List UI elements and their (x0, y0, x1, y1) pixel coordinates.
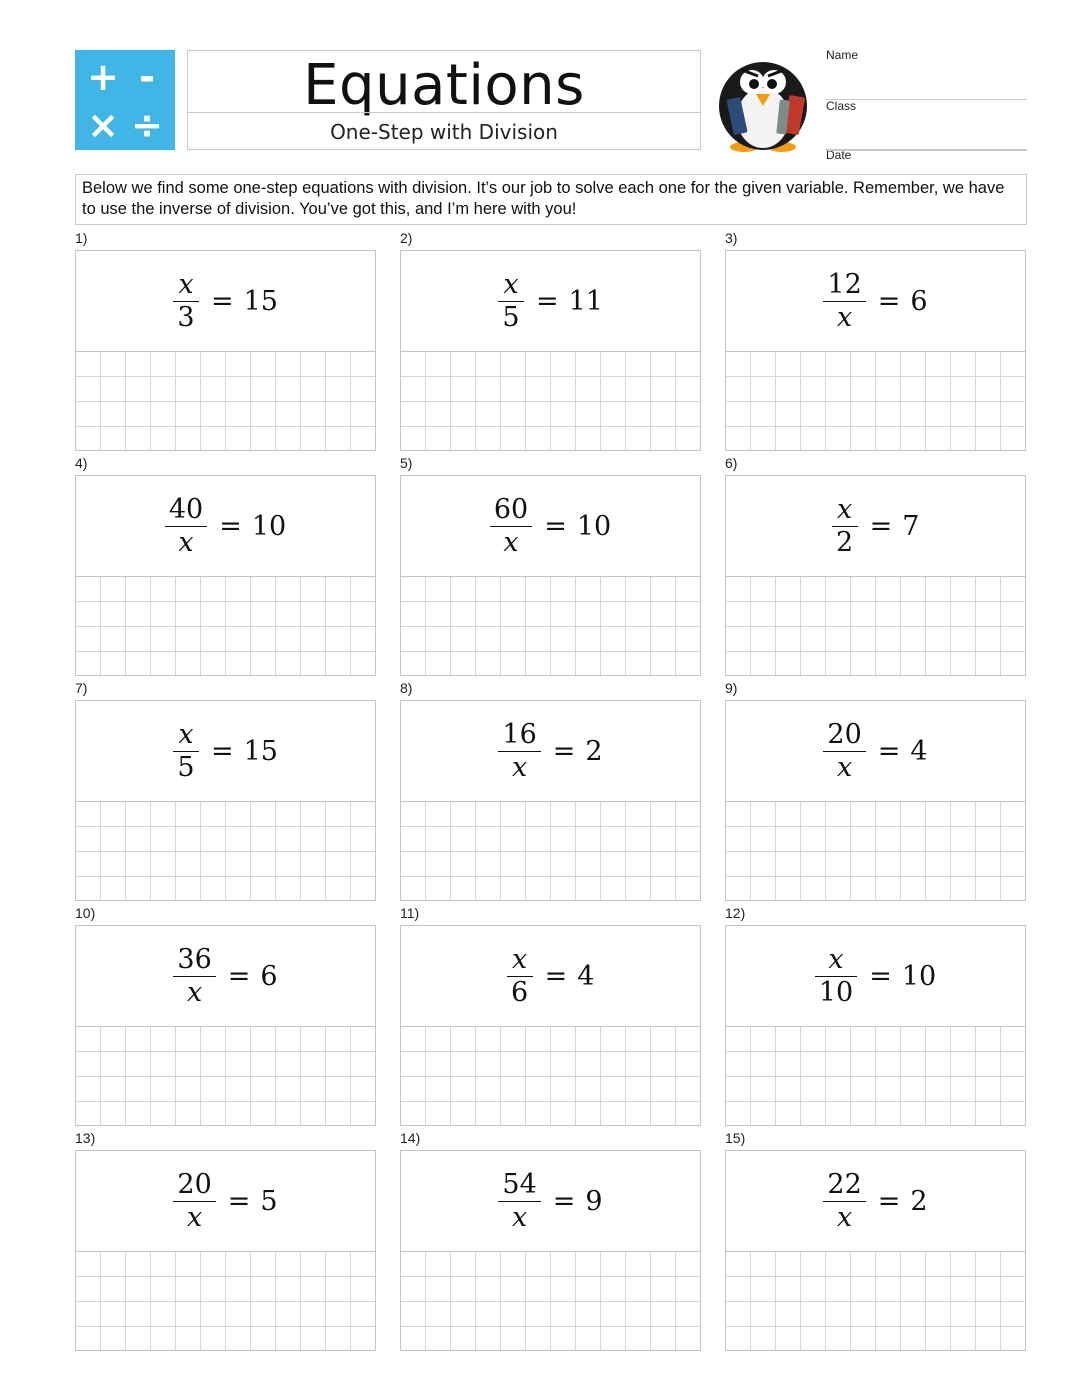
equation-area (76, 926, 375, 1026)
fraction (173, 944, 215, 1009)
denominator: x (186, 976, 203, 1008)
minus-icon: - (139, 55, 155, 99)
denominator: x (511, 751, 528, 783)
problem-card (75, 905, 376, 1126)
problem-number: 3) (725, 230, 738, 246)
equals-sign: = (544, 510, 567, 542)
title-box (187, 50, 701, 150)
equation (823, 719, 927, 784)
problem-number: 15) (725, 1130, 746, 1146)
problem-number: 2) (400, 230, 413, 246)
fraction (173, 1169, 215, 1234)
equation (823, 1169, 927, 1234)
equation-area (76, 476, 375, 576)
denominator: 5 (502, 301, 520, 333)
work-grid[interactable] (726, 1026, 1025, 1125)
equals-sign: = (227, 1185, 251, 1217)
problem-card (725, 1130, 1026, 1351)
denominator: 10 (818, 976, 854, 1008)
problem-card (725, 905, 1026, 1126)
problem-card (75, 455, 376, 676)
equals-sign: = (869, 510, 893, 542)
problem-card (725, 230, 1026, 451)
numerator: 36 (177, 943, 212, 975)
denominator: x (503, 526, 519, 558)
problem-box (725, 925, 1026, 1126)
right-hand-side: 2 (585, 735, 603, 767)
numerator: 16 (502, 718, 537, 750)
problem-box (725, 1150, 1026, 1351)
numerator: x (828, 943, 844, 975)
work-grid[interactable] (401, 576, 700, 675)
equation (832, 494, 920, 559)
problem-number: 11) (400, 905, 420, 921)
equation (498, 269, 603, 334)
equation-area (726, 926, 1025, 1026)
equation (173, 719, 278, 784)
equals-sign: = (536, 285, 559, 317)
problem-card (400, 680, 701, 901)
problem-number: 6) (725, 455, 738, 471)
numerator: 20 (827, 718, 862, 750)
work-grid[interactable] (401, 1026, 700, 1125)
equals-sign: = (877, 1185, 901, 1217)
equation (173, 944, 277, 1009)
equals-sign: = (544, 960, 568, 992)
equals-sign: = (211, 285, 234, 317)
right-hand-side: 15 (243, 735, 278, 767)
work-grid[interactable] (401, 351, 700, 450)
work-grid[interactable] (76, 1026, 375, 1125)
fraction (507, 944, 533, 1009)
right-hand-side: 15 (243, 285, 278, 317)
multiply-icon: × (87, 103, 119, 147)
denominator: x (178, 526, 194, 558)
title-divider (188, 112, 700, 113)
problem-number: 5) (400, 455, 413, 471)
right-hand-side: 10 (901, 960, 937, 992)
numerator: 12 (827, 268, 862, 300)
denominator: x (511, 1201, 528, 1233)
problem-card (75, 680, 376, 901)
problem-box (725, 700, 1026, 901)
problem-box (400, 475, 701, 676)
denominator: 5 (177, 751, 195, 783)
problem-box (400, 250, 701, 451)
date-label: Date (826, 148, 852, 162)
equation-area (401, 476, 700, 576)
plus-icon: + (87, 55, 119, 99)
equation (498, 1169, 602, 1234)
work-grid[interactable] (401, 801, 700, 900)
fraction (498, 1169, 540, 1234)
denominator: x (836, 301, 853, 333)
equals-sign: = (877, 285, 901, 317)
problem-box (400, 925, 701, 1126)
problem-box (400, 700, 701, 901)
numerator: 22 (827, 1168, 862, 1200)
divide-icon: ÷ (131, 103, 163, 147)
problem-card (725, 455, 1026, 676)
equation-area (401, 1151, 700, 1251)
right-hand-side: 5 (260, 1185, 278, 1217)
work-grid[interactable] (726, 801, 1025, 900)
page-subtitle: One-Step with Division (330, 120, 558, 144)
work-grid[interactable] (726, 1251, 1025, 1350)
equation (507, 944, 595, 1009)
problem-card (400, 455, 701, 676)
right-hand-side: 7 (902, 510, 920, 542)
problem-box (75, 250, 376, 451)
equation (823, 269, 927, 334)
equation (173, 1169, 277, 1234)
class-label: Class (826, 99, 857, 113)
numerator: x (178, 268, 194, 300)
denominator: x (836, 751, 853, 783)
equals-sign: = (552, 735, 576, 767)
right-hand-side: 6 (260, 960, 278, 992)
equals-sign: = (211, 735, 234, 767)
fraction (823, 719, 865, 784)
numerator: x (178, 718, 194, 750)
fraction (173, 269, 199, 334)
denominator: 2 (836, 526, 854, 558)
right-hand-side: 4 (577, 960, 595, 992)
equation-area (726, 476, 1025, 576)
right-hand-side: 9 (585, 1185, 603, 1217)
work-grid[interactable] (726, 576, 1025, 675)
work-grid[interactable] (76, 351, 375, 450)
problem-number: 8) (400, 680, 413, 696)
problem-card (725, 680, 1026, 901)
name-field[interactable] (826, 50, 1027, 100)
equation-area (726, 701, 1025, 801)
numerator: x (511, 943, 528, 975)
denominator: 3 (177, 301, 195, 333)
numerator: x (836, 493, 853, 525)
name-label: Name (826, 48, 859, 62)
right-hand-side: 10 (576, 510, 612, 542)
right-hand-side: 2 (910, 1185, 928, 1217)
numerator: 40 (168, 493, 204, 525)
work-grid[interactable] (76, 801, 375, 900)
fraction (823, 1169, 865, 1234)
denominator: x (186, 1201, 203, 1233)
problem-number: 4) (75, 455, 88, 471)
penguin-with-books-icon (712, 48, 814, 154)
right-hand-side: 10 (251, 510, 287, 542)
equation-area (401, 926, 700, 1026)
problem-number: 13) (75, 1130, 96, 1146)
class-field[interactable] (826, 100, 1027, 150)
right-hand-side: 11 (568, 285, 603, 317)
problem-number: 10) (75, 905, 96, 921)
equation-area (401, 701, 700, 801)
work-grid[interactable] (401, 1251, 700, 1350)
problem-box (75, 700, 376, 901)
work-grid[interactable] (76, 1251, 375, 1350)
problem-number: 12) (725, 905, 746, 921)
equation-area (76, 701, 375, 801)
equation (815, 944, 936, 1009)
problem-number: 14) (400, 1130, 421, 1146)
problem-card (400, 1130, 701, 1351)
equals-sign: = (877, 735, 901, 767)
problem-number: 7) (75, 680, 88, 696)
fraction (490, 494, 532, 559)
equation-area (726, 1151, 1025, 1251)
problem-card (75, 1130, 376, 1351)
fraction (823, 269, 865, 334)
equation-area (401, 251, 700, 351)
right-hand-side: 6 (910, 285, 928, 317)
fraction (165, 494, 207, 559)
denominator: 6 (511, 976, 529, 1008)
equation (498, 719, 602, 784)
work-grid[interactable] (726, 351, 1025, 450)
problem-box (75, 475, 376, 676)
numerator: 20 (177, 1168, 212, 1200)
operations-logo (75, 50, 175, 150)
equation (173, 269, 278, 334)
date-line (826, 150, 1027, 151)
right-hand-side: 4 (910, 735, 928, 767)
work-grid[interactable] (76, 576, 375, 675)
problem-card (400, 905, 701, 1126)
equation-area (76, 1151, 375, 1251)
problem-card (400, 230, 701, 451)
equation (490, 494, 611, 559)
equals-sign: = (219, 510, 242, 542)
equals-sign: = (869, 960, 892, 992)
numerator: 60 (493, 493, 529, 525)
numerator: 54 (502, 1168, 537, 1200)
fraction (173, 719, 199, 784)
denominator: x (836, 1201, 853, 1233)
fraction (815, 944, 857, 1009)
equation-area (76, 251, 375, 351)
problem-number: 1) (75, 230, 88, 246)
equation-area (726, 251, 1025, 351)
fraction (832, 494, 858, 559)
problem-box (725, 475, 1026, 676)
problem-box (725, 250, 1026, 451)
equals-sign: = (552, 1185, 576, 1217)
equals-sign: = (227, 960, 251, 992)
problem-number: 9) (725, 680, 738, 696)
fraction (498, 719, 540, 784)
problem-box (75, 1150, 376, 1351)
numerator: x (503, 268, 519, 300)
problem-box (400, 1150, 701, 1351)
instructions-text: Below we find some one-step equations with division. It’s our job to solve each one for the given variable. Remember, we have to use the inverse of division. You’ve got this, and I’m here with you! (75, 174, 1027, 225)
problem-box (75, 925, 376, 1126)
page-title: Equations (303, 53, 585, 118)
problem-card (75, 230, 376, 451)
equation (165, 494, 286, 559)
fraction (498, 269, 524, 334)
